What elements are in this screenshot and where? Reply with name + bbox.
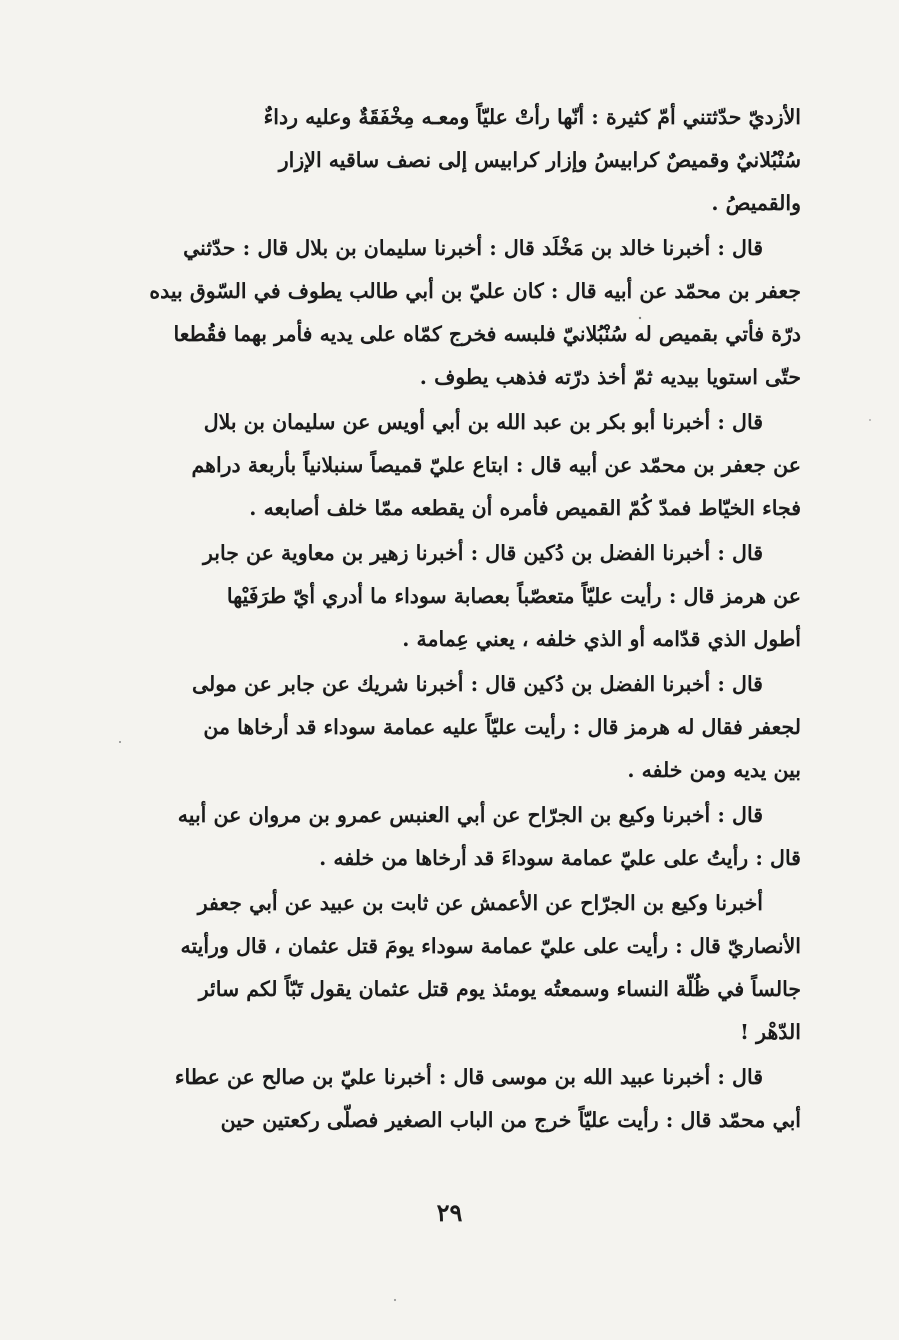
text-line: الدّهْر ! [740, 1020, 801, 1044]
paragraph-3 [96, 401, 801, 530]
text-line: قال : أخبرنا أبو بكر بن عبد الله بن أبي أويس عن سليمان بن بلال [203, 410, 763, 434]
text-line: قال : أخبرنا خالد بن مَخْلَد قال : أخبرنا سليمان بن بلال قال : حدّثني [183, 236, 763, 260]
text-line: حتّى استويا بيديه ثمّ أخذ درّته فذهب يطوف . [419, 365, 801, 389]
text-line: والقميصُ . [711, 191, 801, 215]
text-line: قال : رأيتُ على عليّ عمامة سوداءَ قد أرخاها من خلفه . [319, 846, 801, 870]
text-line: قال : أخبرنا الفضل بن دُكين قال : أخبرنا زهير بن معاوية عن جابر [202, 541, 763, 565]
text-line: قال : أخبرنا الفضل بن دُكين قال : أخبرنا شريك عن جابر عن مولى [191, 672, 763, 696]
page-number: ٢٩ [436, 1198, 463, 1227]
text-line: الأزديّ حدّثتني أمّ كثيرة : أنّها رأتْ عليّاً ومعـه مِخْفَقَةٌ وعليه رداءٌ [263, 105, 801, 129]
text-line: عن هرمز قال : رأيت عليّاً متعصّباً بعصابة سوداء ما أدري أيّ طرَفَيْها [226, 584, 801, 608]
text-line: أخبرنا وكيع بن الجرّاح عن الأعمش عن ثابت بن عبيد عن أبي جعفر [197, 891, 763, 915]
paragraph-2 [96, 227, 801, 399]
text-line: بين يديه ومن خلفه . [627, 758, 801, 782]
paragraph-1 [96, 96, 801, 225]
text-line: فجاء الخيّاط فمدّ كُمّ القميص فأمره أن يقطعه ممّا خلف أصابعه . [249, 496, 801, 520]
text-line: عن جعفر بن محمّد عن أبيه قال : ابتاع عليّ قميصاً سنبلانياً بأربعة دراهم [191, 453, 801, 477]
text-line: قال : أخبرنا عبيد الله بن موسى قال : أخبرنا عليّ بن صالح عن عطاء [174, 1065, 763, 1089]
paragraph-5 [96, 663, 801, 792]
text-line: جالساً في ظُلّة النساء وسمعتُه يومئذ يوم قتل عثمان يقول تَبّاً لكم سائر [198, 977, 801, 1001]
body-text [96, 96, 801, 1142]
paragraph-6 [96, 794, 801, 880]
paragraph-8 [96, 1056, 801, 1142]
text-line: قال : أخبرنا وكيع بن الجرّاح عن أبي العنبس عمرو بن مروان عن أبيه [177, 803, 763, 827]
text-line: لجعفر فقال له هرمز قال : رأيت عليّاً عليه عمامة سوداء قد أرخاها من [203, 715, 801, 739]
text-line: أطول الذي قدّامه أو الذي خلفه ، يعني عِمامة . [402, 627, 801, 651]
text-line: درّة فأتي بقميص له سُنْبُلانيّ فلبسه فخرج كمّاه على يديه فأمر بهما فقُطعا [173, 322, 801, 346]
paragraph-4 [96, 532, 801, 661]
text-line: الأنصاريّ قال : رأيت على عليّ عمامة سوداء يومَ قتل عثمان ، قال ورأيته [180, 934, 801, 958]
text-line: جعفر بن محمّد عن أبيه قال : كان عليّ بن أبي طالب يطوف في السّوق بيده [149, 279, 801, 303]
text-line: أبي محمّد قال : رأيت عليّاً خرج من الباب الصغير فصلّى ركعتين حين [220, 1108, 801, 1132]
text-line: سُنْبُلانيٌ وقميصٌ كرابيسُ وإزار كرابيس إلى نصف ساقيه الإزار [278, 148, 801, 172]
paragraph-7 [96, 882, 801, 1054]
